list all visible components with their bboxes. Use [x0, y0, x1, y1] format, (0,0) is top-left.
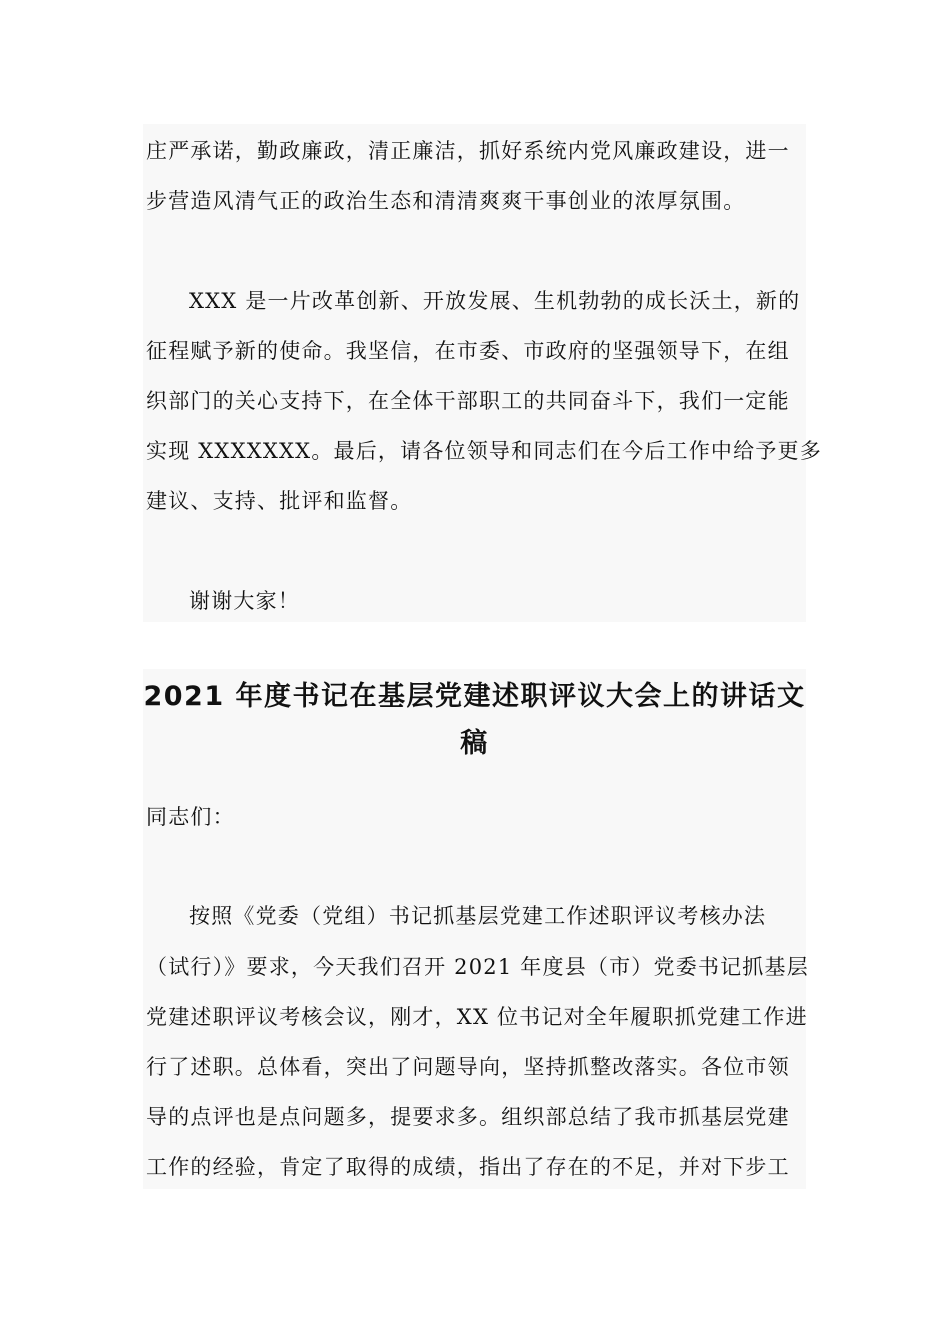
paragraph-line: 征程赋予新的使命。我坚信，在市委、市政府的坚强领导下，在组 [146, 339, 790, 363]
paragraph-line: 党建述职评议考核会议，刚才，XX 位书记对全年履职抓党建工作进 [146, 1005, 808, 1029]
paragraph-line: 按照《党委（党组）书记抓基层党建工作述职评议考核办法 [189, 904, 767, 928]
salutation: 同志们： [146, 805, 235, 829]
paragraph-line: 行了述职。总体看，突出了问题导向，坚持抓整改落实。各位市领 [146, 1055, 790, 1079]
closing-line: 谢谢大家！ [189, 589, 300, 613]
paragraph-line: 庄严承诺，勤政廉政，清正廉洁，抓好系统内党风廉政建设，进一 [146, 139, 790, 163]
paragraph-line: 工作的经验，肯定了取得的成绩，指出了存在的不足，并对下步工 [146, 1155, 790, 1179]
paragraph-line: 步营造风清气正的政治生态和清清爽爽干事创业的浓厚氛围。 [146, 189, 746, 213]
paragraph-line: 建议、支持、批评和监督。 [146, 489, 413, 513]
paragraph-line: XXX 是一片改革创新、开放发展、生机勃勃的成长沃土，新的 [189, 289, 801, 313]
document-title-continued: 稿 [460, 728, 489, 759]
paragraph-line: 导的点评也是点问题多，提要求多。组织部总结了我市抓基层党建 [146, 1105, 790, 1129]
document-title: 2021 年度书记在基层党建述职评议大会上的讲话文 [143, 681, 806, 712]
paragraph-line: 实现 XXXXXXX。最后，请各位领导和同志们在今后工作中给予更多 [146, 439, 822, 463]
paragraph-line: 织部门的关心支持下，在全体干部职工的共同奋斗下，我们一定能 [146, 389, 790, 413]
paragraph-line: （试行）》要求，今天我们召开 2021 年度县（市）党委书记抓基层 [146, 955, 809, 979]
document-page-section-top [143, 124, 822, 622]
document-page-section-bottom [143, 669, 809, 1189]
